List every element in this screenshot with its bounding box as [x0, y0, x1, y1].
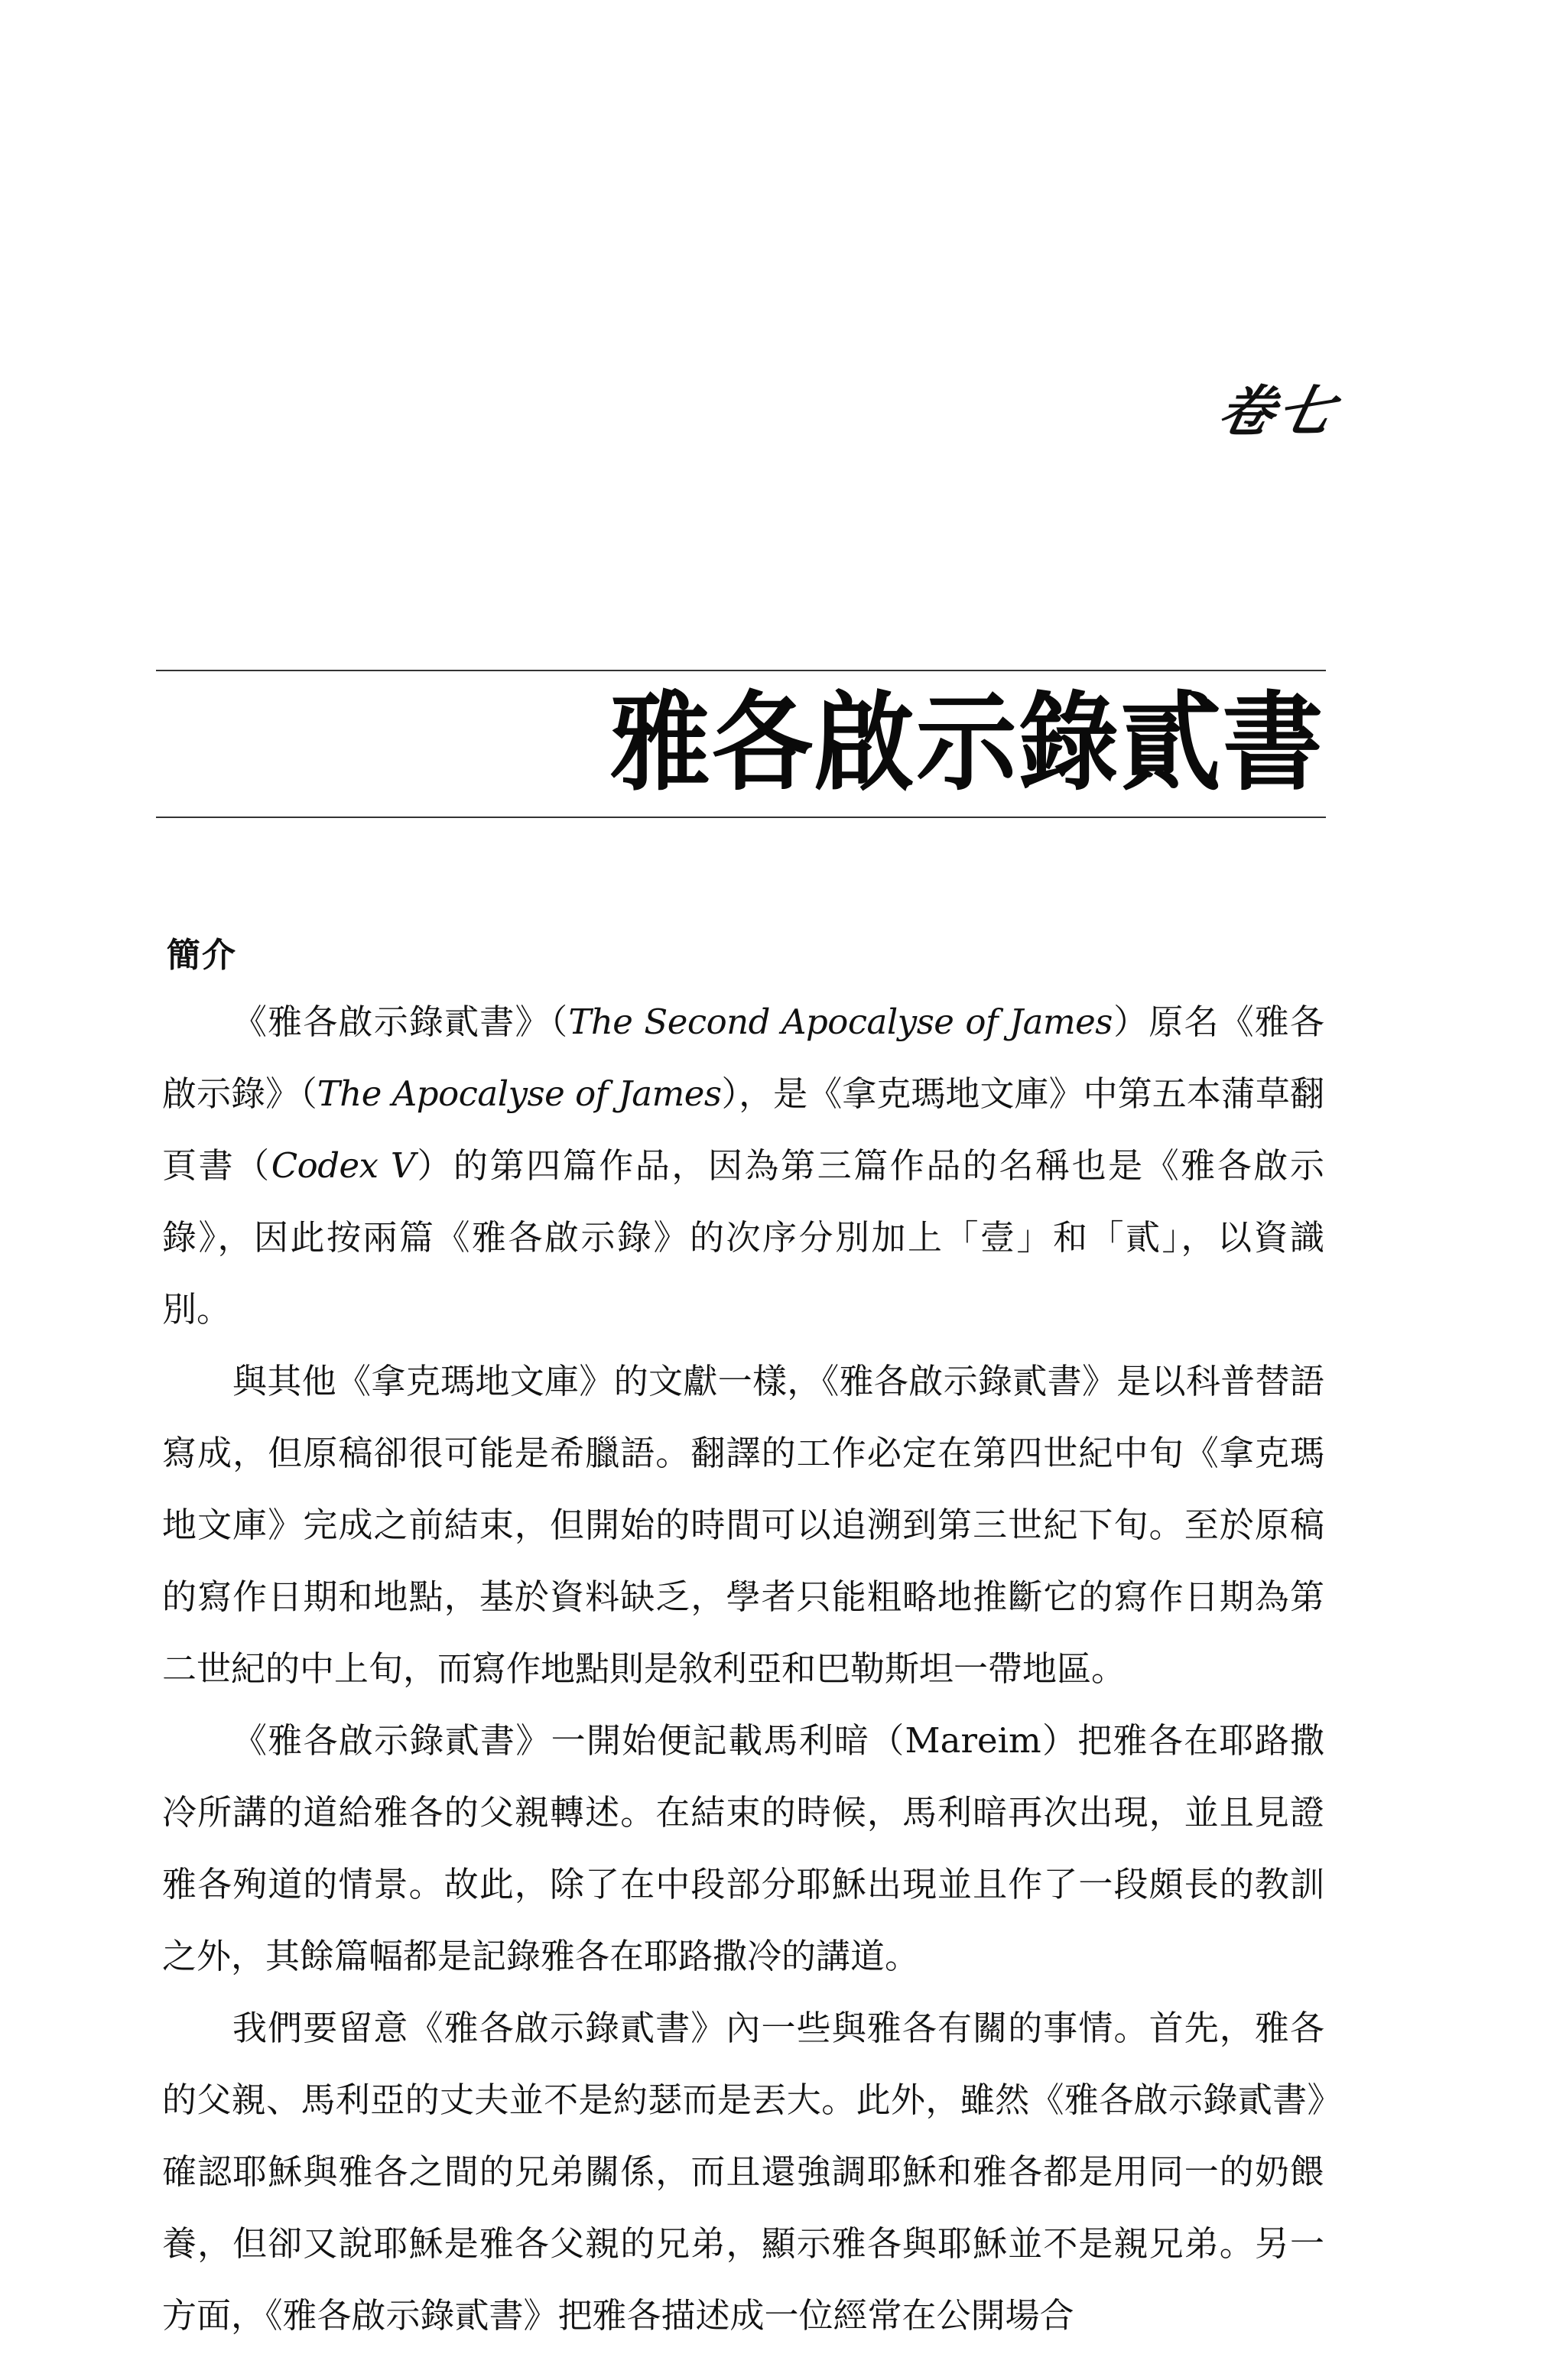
paragraph-text: ）原名《雅各啟示錄》（	[162, 1002, 1324, 1114]
section-heading: 簡介	[167, 936, 237, 975]
paragraph-text: ），是《拿克瑪地文庫》中第五本蒲草翻頁書（	[162, 1073, 1324, 1186]
title-top-rule	[156, 670, 1326, 671]
latin-title-text: Codex V	[271, 1145, 415, 1186]
paragraph-text: 《雅各啟示錄貳書》（	[232, 1002, 569, 1042]
paragraph-text: 我們要留意《雅各啟示錄貳書》內一些與雅各有關的事情。首先，雅各的父親、馬利亞的丈夫並不是約瑟而是丟大。此外，雖然《雅各啟示錄貳書》確認耶穌與雅各之間的兄弟關係，而且還強調耶穌和雅各都是用同一的奶餵養，但卻又說耶穌是雅各父親的兄弟，顯示雅各與耶穌並不是親兄弟。另一方面，《雅各啟示錄貳書》把雅各描述成一位經常在公開場合	[162, 2008, 1324, 2336]
paragraph-4	[162, 1992, 1324, 2352]
paragraph-3	[162, 1705, 1324, 1992]
paragraph-text: 《雅各啟示錄貳書》一開始便記載馬利暗（Mareim）把雅各在耶路撒冷所講的道給雅各的父親轉述。在結束的時候，馬利暗再次出現，並且見證雅各殉道的情景。故此，除了在中段部分耶穌出現並且作了一段頗長的教訓之外，其餘篇幅都是記錄雅各在耶路撒冷的講道。	[162, 1720, 1324, 1976]
page-title: 雅各啟示錄貳書	[609, 681, 1324, 806]
volume-label: 卷七	[1212, 378, 1343, 443]
paragraph-2	[162, 1346, 1324, 1705]
latin-title-text: The Apocalyse of James	[317, 1073, 722, 1114]
latin-title-text: The Second Apocalyse of James	[568, 1002, 1113, 1042]
title-bottom-rule	[156, 817, 1326, 818]
paragraph-1	[162, 986, 1324, 1346]
body-text	[162, 986, 1324, 2352]
paragraph-text: ）的第四篇作品，因為第三篇作品的名稱也是《雅各啟示錄》，因此按兩篇《雅各啟示錄》的次序分別加上「壹」和「貳」，以資識別。	[162, 1145, 1324, 1330]
paragraph-text: 與其他《拿克瑪地文庫》的文獻一樣，《雅各啟示錄貳書》是以科普替語寫成，但原稿卻很可能是希臘語。翻譯的工作必定在第四世紀中旬《拿克瑪地文庫》完成之前結束，但開始的時間可以追溯到第三世紀下旬。至於原稿的寫作日期和地點，基於資料缺乏，學者只能粗略地推斷它的寫作日期為第二世紀的中上旬，而寫作地點則是敘利亞和巴勒斯坦一帶地區。	[162, 1361, 1324, 1689]
